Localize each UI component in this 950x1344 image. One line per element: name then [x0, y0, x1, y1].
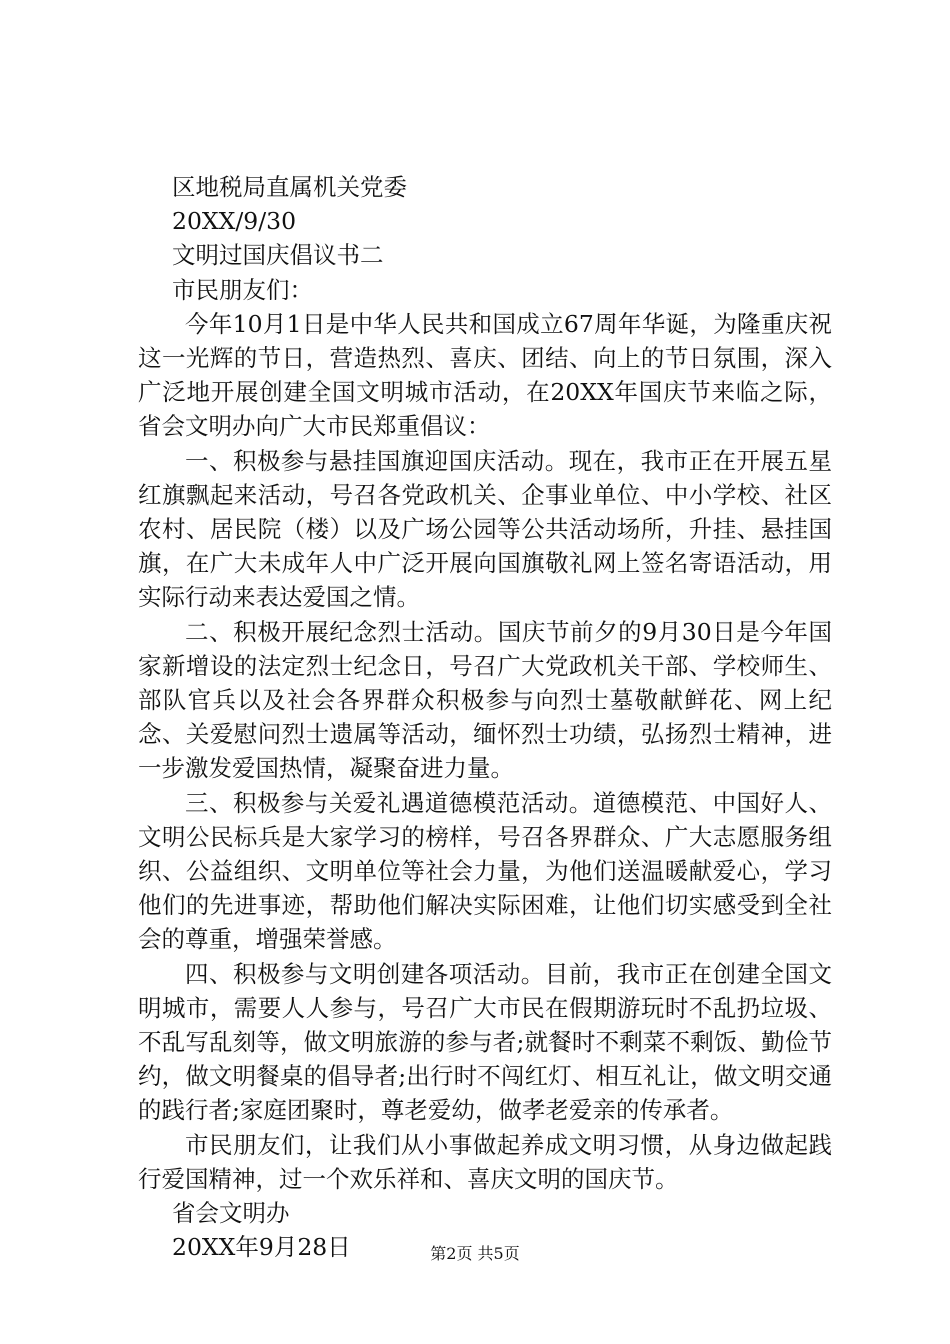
paragraph-intro: 今年10月1日是中华人民共和国成立67周年华诞，为隆重庆祝这一光辉的节日，营造热烈、喜庆、团结、向上的节日氛围，深入广泛地开展创建全国文明城市活动，在20XX年国庆节来临之际，省会文明办向广大市民郑重倡议：: [138, 309, 832, 441]
paragraph-item-2: 二、积极开展纪念烈士活动。国庆节前夕的9月30日是今年国家新增设的法定烈士纪念日，号召广大党政机关干部、学校师生、部队官兵以及社会各界群众积极参与向烈士墓敬献鲜花、网上纪念、关爱慰问烈士遗属等活动，缅怀烈士功绩，弘扬烈士精神，进一步激发爱国热情，凝聚奋进力量。: [138, 617, 832, 783]
paragraph-item-4: 四、积极参与文明创建各项活动。目前，我市正在创建全国文明城市，需要人人参与，号召广大市民在假期游玩时不乱扔垃圾、不乱写乱刻等，做文明旅游的参与者;就餐时不剩菜不剩饭、勤俭节约，做文明餐桌的倡导者;出行时不闯红灯、相互礼让，做文明交通的践行者;家庭团聚时，尊老爱幼，做孝老爱亲的传承者。: [138, 959, 832, 1125]
document-body: [138, 170, 832, 1265]
issue-date-line: 20XX/9/30: [172, 207, 297, 236]
paragraph-item-3: 三、积极参与关爱礼遇道德模范活动。道德模范、中国好人、文明公民标兵是大家学习的榜样，号召各界群众、广大志愿服务组织、公益组织、文明单位等社会力量，为他们送温暖献爱心，学习他们的先进事迹，帮助他们解决实际困难，让他们切实感受到全社会的尊重，增强荣誉感。: [138, 788, 832, 954]
paragraph-closing: 市民朋友们，让我们从小事做起养成文明习惯，从身边做起践行爱国精神，过一个欢乐祥和、喜庆文明的国庆节。: [138, 1130, 832, 1193]
signature-date: 20XX年9月28日: [172, 1233, 351, 1262]
document-title: 文明过国庆倡议书二: [172, 241, 384, 270]
paragraph-item-1: 一、积极参与悬挂国旗迎国庆活动。现在，我市正在开展五星红旗飘起来活动，号召各党政机关、企事业单位、中小学校、社区农村、居民院（楼）以及广场公园等公共活动场所，升挂、悬挂国旗，在广大未成年人中广泛开展向国旗敬礼网上签名寄语活动，用实际行动来表达爱国之情。: [138, 446, 832, 612]
signature-org: 省会文明办: [172, 1199, 290, 1228]
salutation: 市民朋友们：: [172, 275, 313, 304]
page-number: 第2页 共5页: [430, 1244, 520, 1263]
issuer-line: 区地税局直属机关党委: [172, 173, 407, 201]
